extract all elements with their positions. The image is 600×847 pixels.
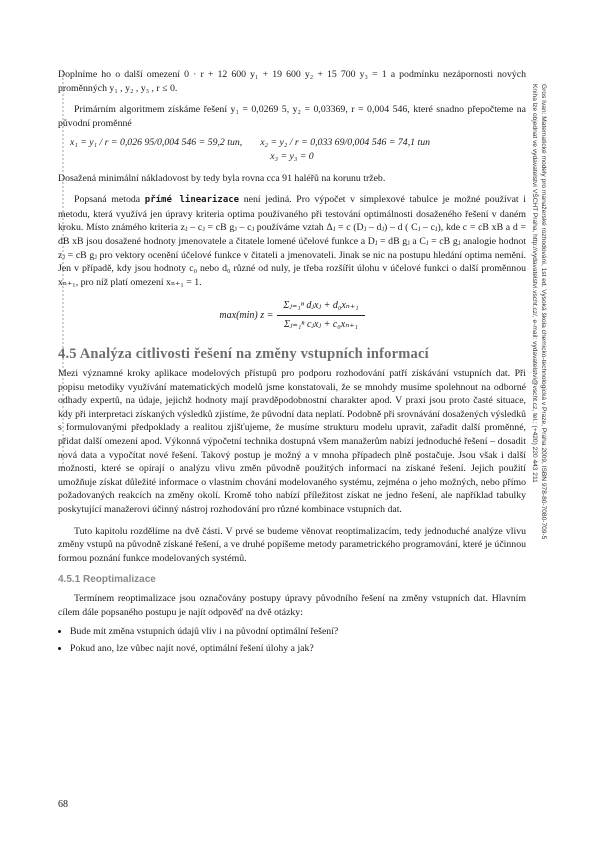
subsection-title: 4.5.1 Reoptimalizace: [58, 574, 156, 586]
section-paragraph-1: Mezi významné kroky aplikace modelových přístupů pro podporu rozhodování patří získávání vstupních dat. Při popisu metodiky využívání matematických modelů jsme konstatovali, že se mnohdy musíme spolehnout na odborné odhady expertů, na údaje, jejichž hodnoty mají pravděpodobnostní charakter apod. V praxi jsou proto časté situace, kdy při interpretaci získaných výsledků zjistíme, že původní data neplatí. Podobně při srovnávání dosažených výsledků s formulovanými předpoklady a realitou zjišťujeme, že musíme strukturu modelu upravit, zařadit další proměnné, přidat další omezení apod. Výkonná výpočetní technika dostupná všem manažerům nabízí jednoduché řešení – dosadit nová data a vypočítat nové řešení. Takový postup je možný a v mnoha případech plně postačuje. Jsou však i další možnosti, které se opírají o analýzu vlivu změn původně použitých informací na získané řešení. Jejich použití umožňuje získat důležité informace o vlastním chování modelovaného systému, zejména o jeho možných, nebo přímo požadovaných reakcích na změny okolí. Kromě toho nabízí příležitost získat ne jedno řešení, ale například tabulky poskytující manažerovi účinný nástroj rozhodování pro různé kombinace vstupních dat.: [58, 368, 526, 516]
side-note: [530, 84, 548, 684]
section-title: 4.5 Analýza citlivosti řešení na změny vstupních informací: [58, 345, 429, 362]
linearization-text: není jediná. Pro výpočet v simplexové tabulce je možné používat i metodu, která využívá jen úpravy kriteria optima používaného při testování optimálnosti dosaženého řešení v daném kroku. Místo známého kriteria zⱼ – cⱼ = cB gⱼ – cⱼ používáme vztah Δⱼ = c (Dⱼ – dⱼ) – d ( Cⱼ – cⱼ), kde c = cB xB a d = dB xB jsou dosažené hodnoty jmenovatele a čitatele lomené účelové funkce a Dⱼ = dB gⱼ a Cⱼ = cB gⱼ analogie hodnot zⱼ = cB gⱼ pro vektory ocenění účelové funkce v čitateli a jmenovateli. Jinak se nic na postupu hledání optima nemění. Jen v případě, kdy jsou hodnoty c₀ nebo d₀ různé od nuly, je třeba rozšířit úlohu v účelové funkci o další proměnnou xₙ₊₁, pro níž platí omezení xₙ₊₁ = 1.: [58, 194, 527, 288]
page-number: 68: [58, 799, 68, 810]
linearization-term: přímé linearizace: [144, 195, 240, 206]
equation-x2: x₂ = y₂ / r = 0,033 69/0,004 546 = 74,1 tun: [260, 137, 431, 149]
linearization-paragraph: [58, 193, 526, 289]
formula-fraction: [277, 297, 364, 333]
list-item: • Bude mít změna vstupních údajů vliv i na původní optimální řešení?: [70, 625, 526, 639]
list-item: • Pokud ano, lze vůbec najít nové, optimální řešení úlohy a jak?: [70, 642, 526, 656]
equation-row: [58, 136, 526, 150]
linearization-prefix: Popsaná metoda: [74, 194, 145, 206]
side-note-line-1: Gros Ivan: Matematické modely pro manažerské rozhodování, 1st ed. Vysoká škola chemicko-technologická v Praze, Praha 2009, ISBN 978-80-7080-709-5: [540, 84, 547, 540]
question-list: [58, 625, 526, 655]
equation-x3: x₃ = y₃ = 0: [270, 150, 314, 162]
section-paragraph-2: Tuto kapitolu rozdělíme na dvě části. V prvé se budeme věnovat reoptimalizacím, tedy jednoduché analýze vlivu změny vstupů na původně získané řešení, a ve druhé popíšeme metody parametrického programování, které je účinnou formou poznání funkce modelovaných systémů.: [58, 525, 526, 564]
intro-paragraph-2: Primárním algoritmem získáme řešení y₁ = 0,0269 5, y₂ = 0,03369, r = 0,004 546, které snadno přepočteme na původní proměnné: [58, 104, 526, 129]
formula-numerator: Σⱼ₌₁ⁿ dⱼxⱼ + d₀xₙ₊₁: [283, 300, 359, 312]
intro-paragraph-1: Doplníme ho o další omezení 0 · r + 12 600 y₁ + 19 600 y₂ + 15 700 y₃ = 1 a podmínku nezápornosti nových proměnných y₁ , y₂ , y₃ , r ≤ 0.: [58, 69, 526, 94]
equation-x1: x₁ = y₁ / r = 0,026 95/0,004 546 = 59,2 tun,: [70, 137, 243, 149]
intro-paragraph-3: Dosažená minimální nákladovost by tedy byla rovna cca 91 haléřů na korunu tržeb.: [58, 172, 386, 184]
formula-denominator: Σⱼ₌₁ⁿ cⱼxⱼ + c₀xₙ₊₁: [283, 318, 359, 330]
page-body: [58, 68, 526, 658]
objective-formula: [58, 297, 526, 333]
side-note-line-2: Kniha lze objednat ve vydavatelství VŠCHT Praha, http://vydavatelstvi.vscht.cz/, e-mail: vydavatelstvi@vscht.cz, tel.: (+420) 220 443 211: [531, 84, 538, 483]
subsection-paragraph: Termínem reoptimalizace jsou označovány postupy úpravy původního řešení na změny vstupních dat. Hlavním cílem dále popsaného postupu je najít odpověď na dvě otázky:: [58, 593, 526, 618]
formula-lhs: max(min) z =: [219, 309, 274, 321]
